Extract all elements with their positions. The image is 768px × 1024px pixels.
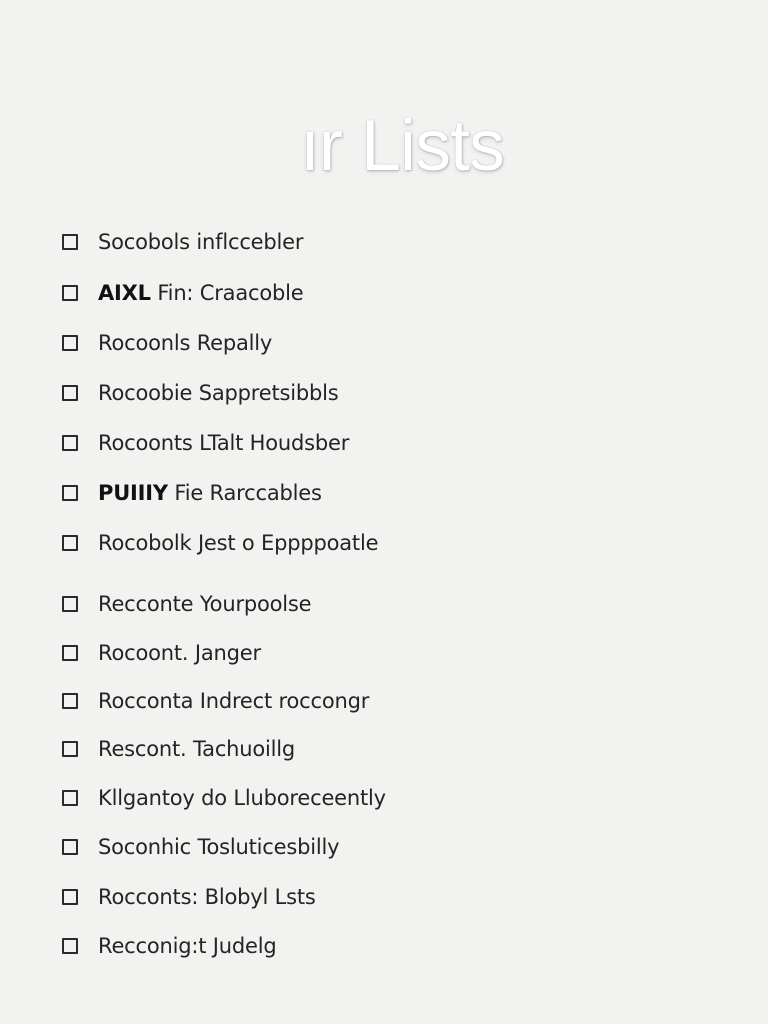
- item-label: Rescont. Tachuoillg: [98, 737, 296, 761]
- checkbox[interactable]: [62, 839, 78, 855]
- checkbox[interactable]: [62, 285, 78, 301]
- list-item[interactable]: [62, 319, 272, 367]
- item-label: Rocoobie Sapprets​ibbls: [98, 381, 339, 405]
- item-prefix: AIXL: [98, 281, 151, 305]
- checkbox[interactable]: [62, 596, 78, 612]
- item-label: Kllgantoy do Lluboreceently: [98, 786, 386, 810]
- item-text: Fin: Craacoble: [157, 281, 304, 305]
- checkbox[interactable]: [62, 645, 78, 661]
- item-label: Socobols inflccebler: [98, 230, 304, 254]
- list-item[interactable]: [62, 677, 369, 725]
- list-item[interactable]: [62, 725, 295, 773]
- item-text: Fie Rarccables: [174, 481, 322, 505]
- item-label: Rocconta Indrect roccongr: [98, 689, 370, 713]
- list-item[interactable]: [62, 823, 339, 871]
- item-label: Rocconts: Blobyl Lsts: [98, 885, 316, 909]
- checkbox[interactable]: [62, 385, 78, 401]
- list-item[interactable]: [62, 369, 339, 417]
- list-item[interactable]: [62, 922, 276, 970]
- item-label: Rocoont. Janger: [98, 641, 261, 665]
- checkbox[interactable]: [62, 535, 78, 551]
- item-label: [98, 269, 304, 317]
- checkbox[interactable]: [62, 889, 78, 905]
- list-item[interactable]: [62, 218, 303, 266]
- list-item[interactable]: [62, 580, 311, 628]
- checkbox[interactable]: [62, 741, 78, 757]
- checkbox[interactable]: [62, 335, 78, 351]
- checkbox[interactable]: [62, 938, 78, 954]
- list-item[interactable]: [62, 269, 304, 317]
- item-label: Recconte Yourpoolse: [98, 592, 312, 616]
- checkbox[interactable]: [62, 693, 78, 709]
- checkbox[interactable]: [62, 790, 78, 806]
- list-item[interactable]: [62, 774, 386, 822]
- item-prefix: PUIIIY: [98, 481, 168, 505]
- item-label: [98, 469, 322, 517]
- checkbox[interactable]: [62, 234, 78, 250]
- list-item[interactable]: [62, 519, 378, 567]
- list-item[interactable]: [62, 469, 322, 517]
- item-label: Recconig:t Judelg: [98, 934, 277, 958]
- item-label: Rocoonts LTalt Houdsber: [98, 431, 350, 455]
- list-item[interactable]: [62, 873, 316, 921]
- item-label: Soconhic Tosluticesbilly: [98, 835, 340, 859]
- list-item[interactable]: [62, 629, 261, 677]
- checkbox[interactable]: [62, 485, 78, 501]
- item-label: Rocoonls Repally: [98, 331, 273, 355]
- page-title: ır Lists: [299, 106, 505, 187]
- list-item[interactable]: [62, 419, 349, 467]
- checkbox[interactable]: [62, 435, 78, 451]
- item-label: Rocobolk Jest ᴏ Eppppoatle: [98, 531, 379, 555]
